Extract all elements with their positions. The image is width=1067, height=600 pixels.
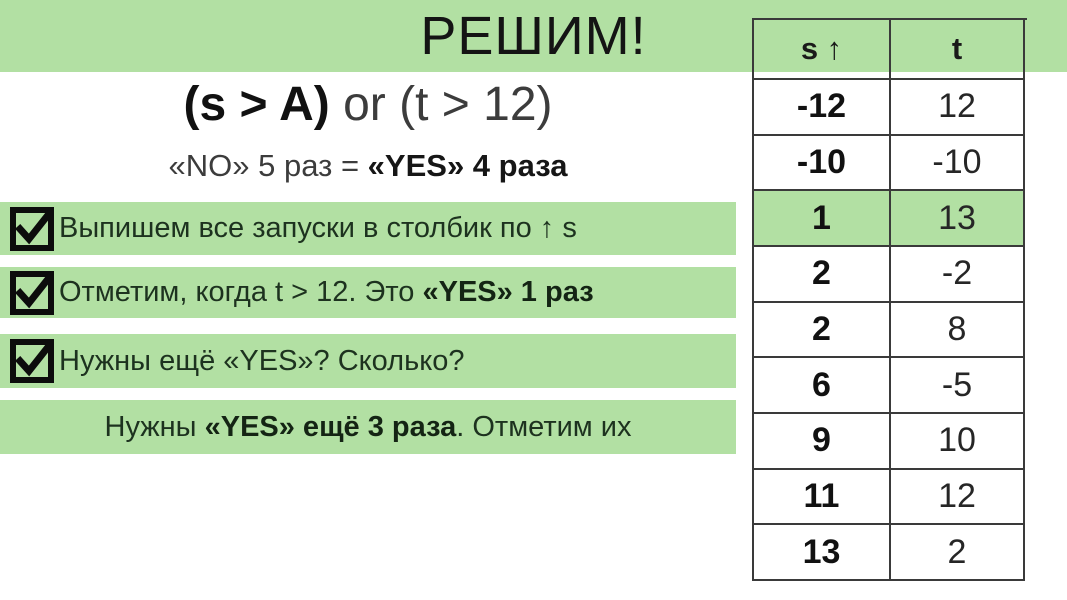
- table-cell-t-highlighted: 13: [891, 191, 1025, 247]
- step-text: Нужны ещё «YES»? Сколько?: [59, 344, 465, 377]
- table-cell-t: -5: [891, 358, 1025, 414]
- conclusion-row: [0, 400, 736, 454]
- table-cell-s: 2: [754, 303, 891, 359]
- table-cell-s: 11: [754, 470, 891, 526]
- table-cell-s: 6: [754, 358, 891, 414]
- table-cell-s: 9: [754, 414, 891, 470]
- conclusion-label: [104, 410, 632, 443]
- table-cell-s-highlighted: 1: [754, 191, 891, 247]
- count-regular-part: «NO» 5 раз =: [168, 148, 368, 183]
- step-label: [59, 344, 465, 377]
- condition-formula: [0, 76, 736, 134]
- table-cell-t: 10: [891, 414, 1025, 470]
- step-text: Отметим, когда t > 12. Это: [59, 276, 423, 308]
- table-cell-t: -2: [891, 247, 1025, 303]
- table-cell-t: 12: [891, 80, 1025, 136]
- checkbox-checked-icon: [10, 339, 54, 383]
- answer-count-line: [0, 147, 736, 184]
- table-header-s: s ↑: [754, 20, 891, 80]
- slide-title: РЕШИМ!: [420, 6, 647, 66]
- step-label: [59, 214, 577, 243]
- formula-rest-part: or (t > 12): [329, 78, 553, 131]
- step-row: [0, 334, 736, 388]
- table-cell-t: 2: [891, 525, 1025, 581]
- formula-bold-part: (s > A): [183, 78, 330, 131]
- table-cell-t: 12: [891, 470, 1025, 526]
- count-bold-part: «YES» 4 раза: [367, 148, 568, 183]
- table-cell-s: -12: [754, 80, 891, 136]
- table-cell-t: 8: [891, 303, 1025, 359]
- table-cell-s: -10: [754, 136, 891, 192]
- step-row: [0, 202, 736, 255]
- step-text: Выпишем все запуски в столбик по ↑ s: [59, 212, 577, 244]
- checkbox-checked-icon: [10, 271, 54, 315]
- table-cell-s: 2: [754, 247, 891, 303]
- step-row: [0, 267, 736, 318]
- runs-table: [752, 18, 1027, 581]
- step-label: [59, 278, 594, 307]
- step-text: Нужны: [104, 410, 205, 443]
- checkbox-checked-icon: [10, 207, 54, 251]
- step-text-after: . Отметим их: [456, 410, 632, 443]
- step-text-bold: «YES» 1 раз: [422, 276, 594, 308]
- table-cell-s: 13: [754, 525, 891, 581]
- step-text-bold: «YES» ещё 3 раза: [204, 410, 457, 443]
- table-cell-t: -10: [891, 136, 1025, 192]
- table-header-t: t: [891, 20, 1025, 80]
